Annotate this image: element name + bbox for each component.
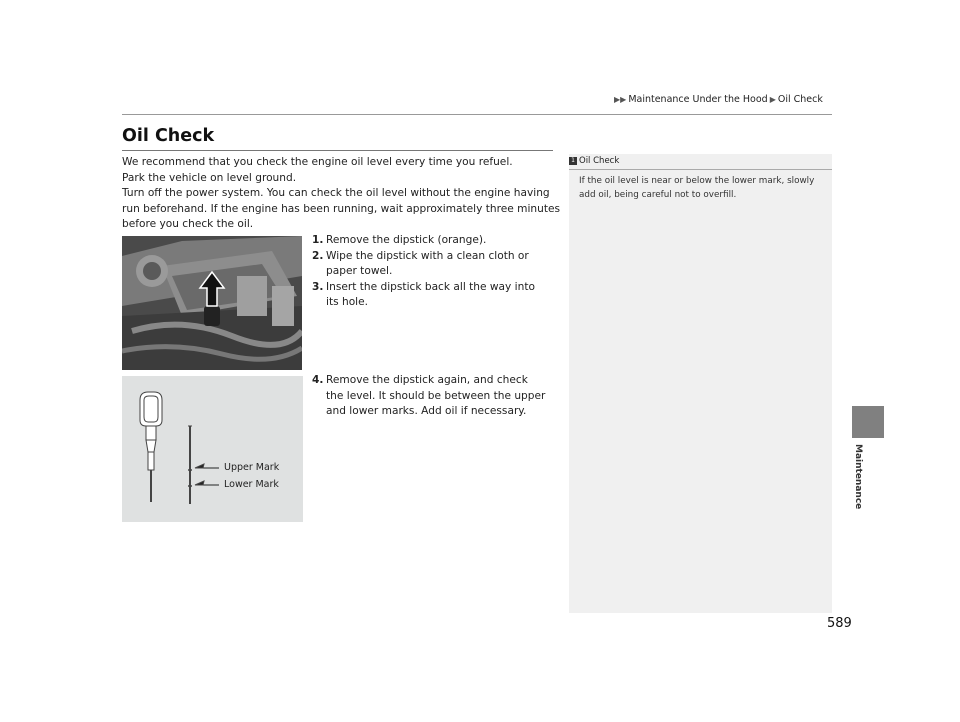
breadcrumb: [612, 94, 823, 105]
section-tab-label: Maintenance: [853, 444, 863, 510]
step-text: Remove the dipstick (orange).: [326, 234, 487, 246]
upper-mark-label: Upper Mark: [224, 462, 280, 473]
intro-line: We recommend that you check the engine oil level every time you refuel.: [122, 156, 513, 168]
step-item: [312, 373, 552, 420]
step-number: 4.: [312, 374, 324, 386]
steps-list: [312, 233, 552, 311]
intro-line: Turn off the power system. You can check the oil level without the engine having: [122, 187, 550, 200]
note-divider: [569, 169, 832, 170]
breadcrumb-arrow-icon: ▶▶: [614, 95, 627, 104]
dipstick-illustration: [122, 376, 303, 522]
intro-line: run beforehand. If the engine has been running, wait approximately three minutes: [122, 202, 561, 215]
header-divider: [122, 114, 832, 115]
intro-line: before you check the oil.: [122, 218, 254, 231]
note-title[interactable]: Oil Check: [579, 156, 620, 166]
breadcrumb-arrow-icon: ▶: [769, 95, 776, 104]
page-number: 589: [827, 616, 852, 631]
dipstick-blade-icon: [188, 426, 219, 504]
step-text: Remove the dipstick again, and check the level. It should be between the upper and lower marks. Add oil if necessary.: [326, 374, 546, 418]
step-number: 2.: [312, 249, 324, 262]
steps-list: [312, 373, 552, 420]
note-heading: [569, 156, 832, 166]
note-panel: [569, 154, 832, 613]
step-item: [312, 249, 552, 280]
dipstick-icon: [140, 392, 162, 502]
note-number-icon: 1: [569, 157, 577, 165]
engine-bay-photo: [122, 236, 302, 370]
page-title: Oil Check: [122, 126, 215, 146]
breadcrumb-page[interactable]: Oil Check: [777, 94, 823, 105]
lower-mark-label: Lower Mark: [224, 479, 279, 490]
step-item: [312, 233, 552, 249]
step-item: [312, 280, 552, 311]
step-number: 1.: [312, 234, 324, 246]
note-body: If the oil level is near or below the lower mark, slowly add oil, being careful not to overfill.: [579, 176, 815, 200]
step-number: 3.: [312, 280, 324, 293]
title-divider: [122, 150, 553, 151]
step-text: Wipe the dipstick with a clean cloth or paper towel.: [326, 249, 529, 278]
intro-line: Park the vehicle on level ground.: [122, 171, 297, 184]
step-text: Insert the dipstick back all the way into its hole.: [326, 280, 535, 309]
intro-paragraph: [122, 155, 562, 233]
breadcrumb-section[interactable]: Maintenance Under the Hood: [628, 94, 768, 105]
section-tab: [852, 406, 884, 438]
